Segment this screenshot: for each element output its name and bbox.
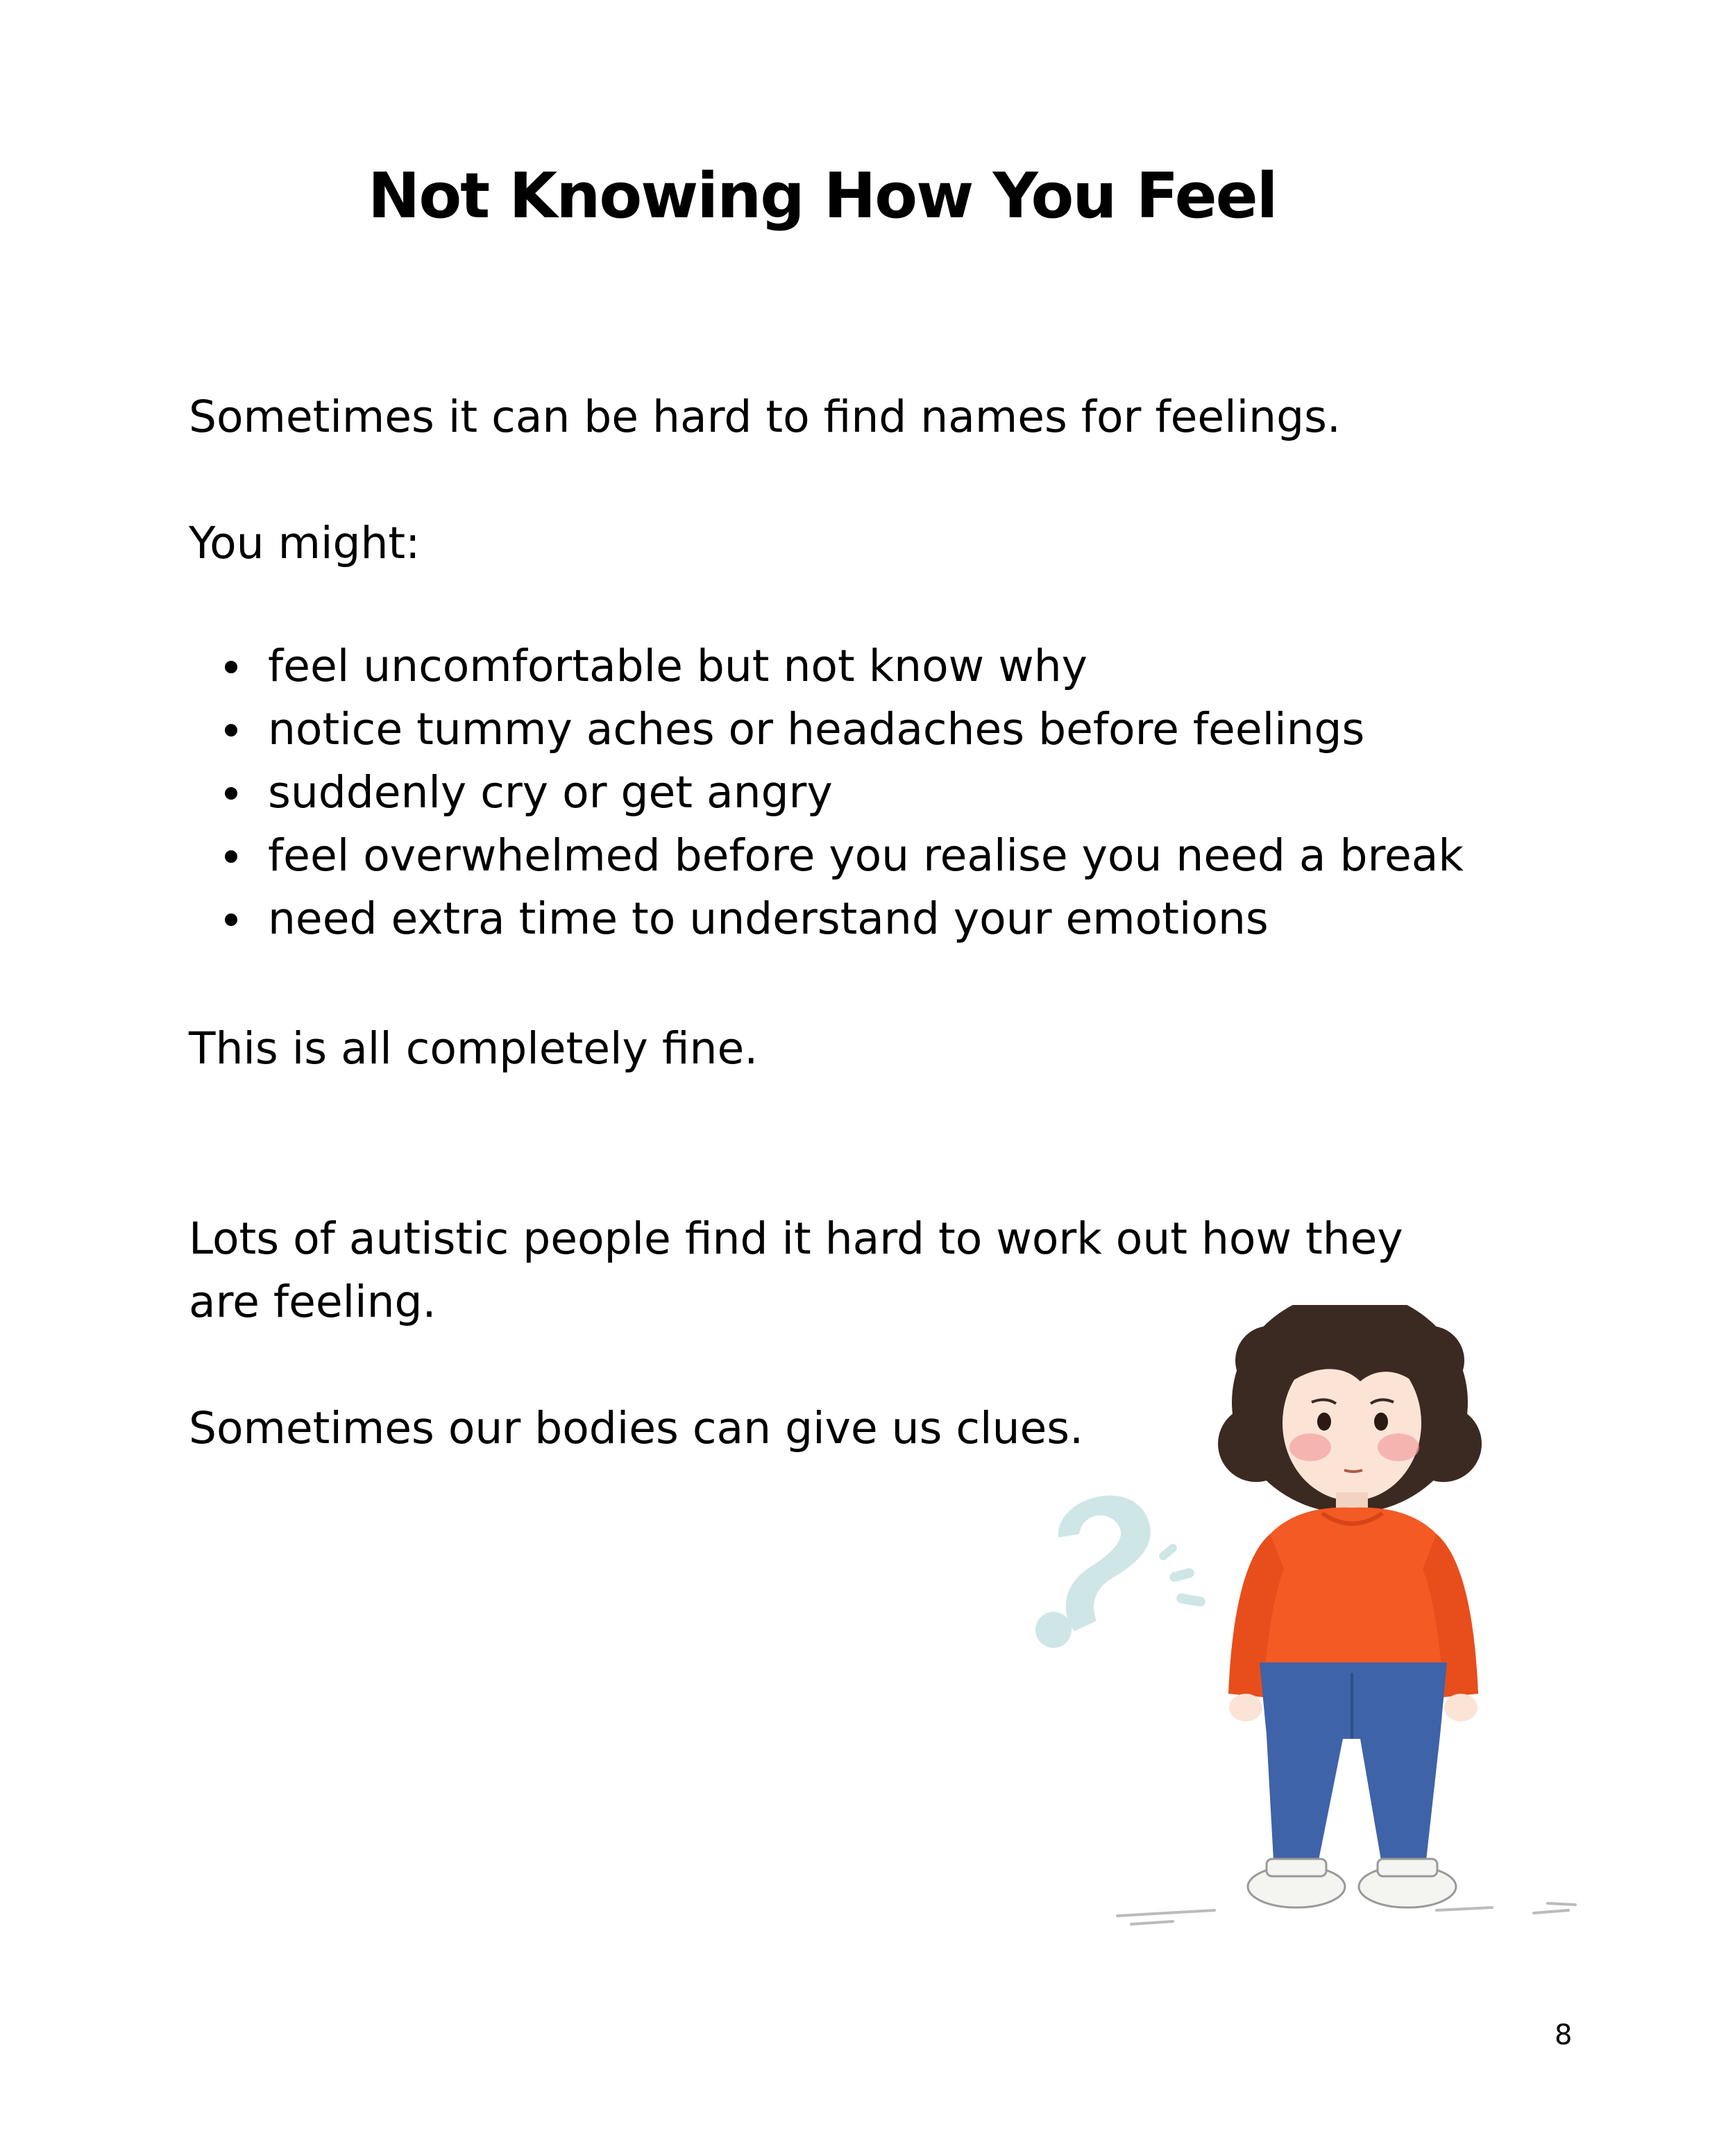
page-number: 8 (1555, 2019, 1573, 2051)
list-item-text: need extra time to understand your emotions (268, 893, 1269, 944)
list-item (189, 634, 1464, 698)
list-item-text: notice tummy aches or headaches before feelings (268, 704, 1365, 755)
bullet-icon (225, 661, 237, 673)
list-item-text: feel overwhelmed before you realise you need a break (268, 830, 1464, 881)
bullet-icon (225, 787, 237, 800)
lead-in-text: You might: (189, 518, 421, 569)
intro-text: Sometimes it can be hard to find names for feelings. (189, 391, 1341, 442)
autistic-text-line-2: are feeling. (189, 1277, 437, 1327)
bullet-icon (225, 850, 237, 863)
list-item-text: suddenly cry or get angry (268, 767, 833, 818)
bodies-clues-text: Sometimes our bodies can give us clues. (189, 1403, 1084, 1454)
list-item (189, 887, 1464, 950)
feelings-bullet-list (189, 634, 1464, 950)
question-mark-icon (1035, 1496, 1206, 1648)
child-confused-illustration (992, 1305, 1603, 1957)
bullet-icon (225, 913, 237, 926)
list-item (189, 824, 1464, 887)
list-item (189, 761, 1464, 824)
list-item (189, 698, 1464, 761)
reassurance-text: This is all completely fine. (189, 1023, 759, 1074)
bullet-icon (225, 724, 237, 736)
list-item-text: feel uncomfortable but not know why (268, 641, 1087, 691)
page-title: Not Knowing How You Feel (368, 160, 1277, 233)
autistic-text-line-1: Lots of autistic people find it hard to work out how they (189, 1213, 1403, 1264)
